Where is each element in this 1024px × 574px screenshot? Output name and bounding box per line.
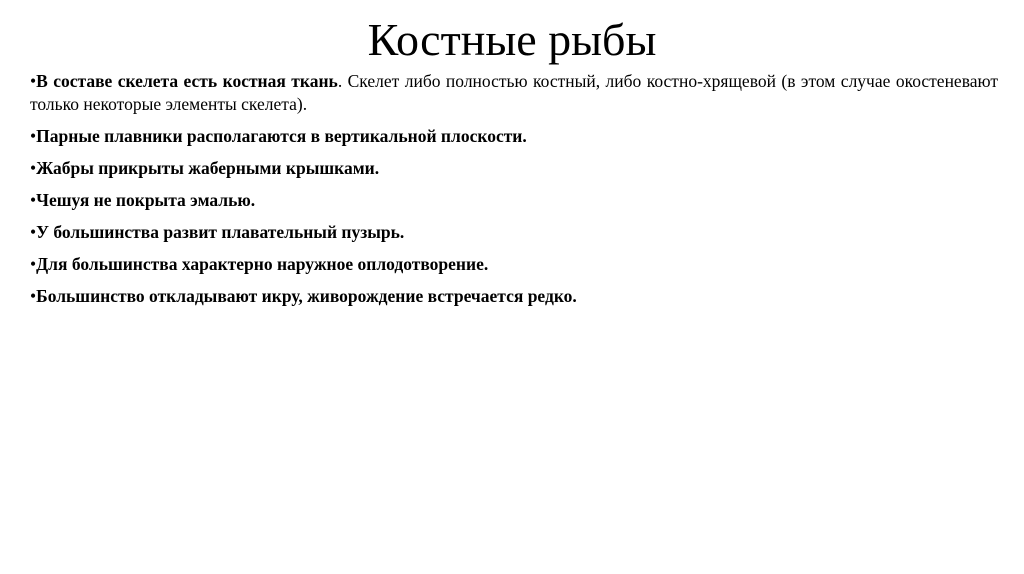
list-item (30, 221, 998, 244)
list-item-bold-text: Жабры прикрыты жаберными крышками. (36, 158, 380, 178)
list-item (30, 189, 998, 212)
list-item-bold-text: В составе скелета есть костная ткань (36, 71, 338, 91)
bullet-marker: • (30, 126, 37, 146)
bullet-list (30, 70, 998, 317)
list-item (30, 253, 998, 276)
list-item (30, 285, 998, 308)
list-item-bold-text: У большинства развит плавательный пузырь. (36, 222, 405, 242)
list-item (30, 125, 998, 148)
list-item-text: . Скелет либо полностью костный, либо костно-хрящевой (в этом случае окостеневают только некоторые элементы скелета). (30, 71, 998, 114)
list-item-bold-text: Чешуя не покрыта эмалью. (36, 190, 256, 210)
slide-title: Костные рыбы (367, 14, 657, 65)
bullet-marker: • (30, 71, 37, 91)
list-item-bold-text: Большинство откладывают икру, живорождение встречается редко. (36, 286, 577, 306)
list-item (30, 157, 998, 180)
bullet-marker: • (30, 158, 37, 178)
bullet-marker: • (30, 286, 37, 306)
bullet-marker: • (30, 222, 37, 242)
list-item (30, 70, 998, 116)
list-item-bold-text: Парные плавники располагаются в вертикальной плоскости. (36, 126, 527, 146)
bullet-marker: • (30, 190, 37, 210)
bullet-marker: • (30, 254, 37, 274)
list-item-bold-text: Для большинства характерно наружное оплодотворение. (36, 254, 489, 274)
